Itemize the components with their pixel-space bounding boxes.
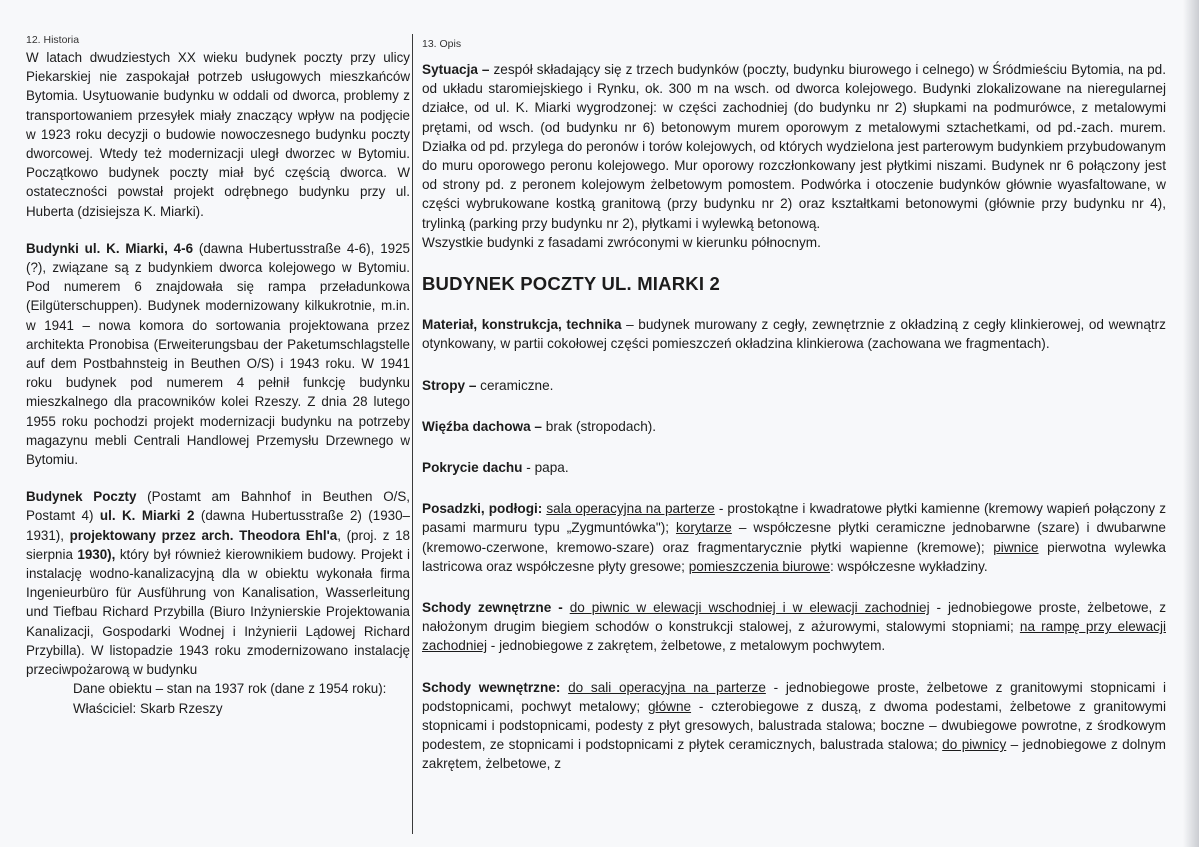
bold-phrase: Budynki ul. K. Miarki, 4-6: [26, 240, 194, 256]
history-paragraph-2: [26, 239, 410, 469]
roofing-paragraph: [422, 458, 1166, 477]
text-run: pierwotna wylewka lastricowa oraz współczesne płyty gresowe;: [422, 539, 1166, 574]
text-run: (Postamt am Bahnhof in Beuthen O/S, Postamt 4): [26, 489, 410, 524]
text-run: który był również kierownikiem budowy. Projekt i instalację wodno-kanalizacyjną dla w obiektu wykonała firma Ingenieurbüro für Ausführung von Kanalisation, Wasserleitung und Tiefbau Richard Przybilla (Biuro Inżynierskie Projektowania Kanalizacji, Gospodarki Wodnej i Inżynierii Lądowej Richard Przybilla). W listopadzie 1943 roku zmodernizowano instalację przeciwpożarową w budynku: [26, 546, 410, 678]
bold-phrase: Więźba dachowa –: [422, 418, 542, 434]
underlined-phrase: korytarze: [675, 520, 732, 536]
text-run: - czterobiegowe z duszą, z dwoma podestami, żelbetowe z granitowymi stopnicami i podstopnicami, podesty z płyt gresowych, balustrada stalowa; boczne – dwubiegowe powrotne, z środkowym podestem, ze stopnicami i podstopnicami z płytek ceramicznych, balustrada stalowa;: [422, 698, 1166, 753]
bold-phrase: Budynek Poczty: [26, 489, 137, 505]
bold-phrase: Posadzki, podłogi:: [422, 501, 543, 517]
underlined-phrase: piwnice: [993, 539, 1039, 555]
history-paragraph-3: [26, 487, 410, 679]
text-run: brak (stropodach).: [542, 418, 657, 434]
text-run: , (proj. z 18 sierpnia: [26, 527, 410, 562]
object-data-line: Dane obiektu – stan na 1937 rok (dane z 1954 roku):: [73, 681, 387, 697]
bold-phrase: Schody wewnętrzne:: [422, 679, 561, 695]
bold-phrase: Stropy –: [422, 377, 477, 393]
owner-line: Właściciel: Skarb Rzeszy: [73, 700, 223, 716]
bold-phrase: Sytuacja –: [422, 62, 490, 77]
description-text: [422, 60, 1166, 774]
bold-phrase: projektowany przez arch. Theodora Ehl'a: [69, 527, 338, 543]
text-run: (dawna Hubertusstraße 2) (1930–1931),: [26, 508, 411, 543]
text-run: (dawna Hubertusstraße 4-6), 1925 (?), związane są z budynkiem dworca kolejowego w Bytomiu. Pod numerem 6 znajdowała się rampa przeładunkowa (Eilgüterschuppen). Budynek modernizowany kilkukrotnie, m.in. w 1941 – nowa komora do sortowania projektowana przez architekta Pronobisa (Erweiterungsbau der Paketumschlagstelle auf dem Postbahnsteig in Beuthen O/S) i 1943 roku. W 1941 roku budynek pod numerem 4 pełnił funkcję budynku mieszkalnego dla pracowników kolei Rzeszy. Z dnia 28 lutego 1955 roku pochodzi projekt modernizacji budynku na potrzeby magazynu mebli Centrali Handlowej Przemysłu Drzewnego w Bytomiu.: [26, 240, 410, 468]
text-run: zespół składający się z trzech budynków (poczty, budynku biurowego i celnego) w Śródmieściu Bytomia, na pd. od układu staromiejskiego i Rynku, ok. 300 m na wsch. od dworca kolejowego. Budynki zlokalizowane na nieregularnej działce, od ul. K. Miarki wygrodzonej: w części zachodniej (do budynku nr 2) słupkami na podmurówce, z metalowymi prętami, od wsch. (od budynku nr 6) betonowym murem oporowym z metalowymi sztachetkami, od pd.-zach. murem. Działka od pd. przylega do peronów i torów kolejowych, od których wydzielona jest parterowym budynkiem przybudowanym do muru oporowego peronu kolejowego. Mur oporowy rozczłonkowany jest płytkimi niszami. Budynek nr 6 połączony jest od strony pd. z peronem kolejowym żelbetowym pomostem. Podwórka i otoczenie budynków głównie wyasfaltowane, w części wybrukowane kostką granitową (przy budynku nr 2) oraz kształtkami betonowymi (głównie przy budynku nr 4), trylinką (parking przy budynku nr 2), płytkami i wylewką betonową.: [422, 62, 1166, 231]
text-run: – budynek murowany z cegły, zewnętrznie z okładziną z cegły klinkierowej, od wewnątrz otynkowany, w partii cokołowej części pomieszczeń okładzina klinkierowa (zachowana we fragmentach).: [422, 317, 1166, 352]
external-stairs-paragraph: [422, 598, 1166, 656]
section-label-history: 12. Historia: [26, 34, 80, 46]
text-run: - jednobiegowe proste, żelbetowe z granitowymi stopnicami i podstopnicami, pochwyt metalowy;: [422, 679, 1166, 714]
text-run: - jednobiegowe proste, żelbetowe, z nałożonym drugim biegiem schodów o konstrukcji stalowej, z ażurowymi, stalowymi stopniami;: [422, 600, 1167, 635]
internal-stairs-paragraph: [422, 678, 1166, 774]
material-paragraph: [422, 315, 1166, 353]
text-run: : współczesne wykładziny.: [830, 558, 988, 574]
text-run: - papa.: [522, 460, 569, 476]
history-text: [26, 48, 410, 718]
history-paragraph-1: W latach dwudziestych XX wieku budynek poczty przy ulicy Piekarskiej nie zaspokajał potrzeb usługowych mieszkańców Bytomia. Usytuowanie budynku w oddali od dworca, problemy z transportowaniem przesyłek miały znaczący wpływ na podjęcie w 1923 roku decyzji o budowie nowoczesnego budynku poczty dworcowej. Wtedy też modernizacji uległ dworzec w Bytomiu. Początkowo budynek poczty miał być częścią dworca. W ostateczności powstał projekt odrębnego budynku przy ul. Huberta (dzisiejsza K. Miarki).: [26, 50, 410, 219]
underlined-phrase: sala operacyjna na parterze: [546, 501, 715, 517]
roof-truss-paragraph: [422, 417, 1166, 436]
text-run: - prostokątne i kwadratowe płytki kamienne (kremowy wapień połączony z pasami marmuru typu „Zygmuntówka");: [422, 501, 1166, 536]
text-run: – jednobiegowe z dolnym zakrętem, żelbetowe, z: [422, 737, 1166, 772]
bold-phrase: Schody zewnętrzne -: [422, 600, 563, 616]
building-heading: BUDYNEK POCZTY UL. MIARKI 2: [422, 273, 720, 295]
text-run: - jednobiegowe z zakrętem, żelbetowe, z metalowym pochwytem.: [487, 638, 886, 654]
ceilings-paragraph: [422, 376, 1166, 395]
page-edge-shadow: [1183, 0, 1199, 847]
floors-paragraph: [422, 499, 1166, 576]
bold-phrase: Materiał, konstrukcja, technika: [422, 317, 622, 333]
situation-paragraph: [422, 60, 1166, 233]
bold-phrase: ul. K. Miarki 2: [99, 508, 195, 524]
underlined-phrase: do sali operacyjna na parterze: [568, 679, 766, 695]
underlined-phrase: na rampę przy elewacji zachodniej: [422, 619, 1166, 654]
section-label-description: 13. Opis: [422, 38, 462, 50]
bold-phrase: 1930),: [77, 546, 116, 562]
underlined-phrase: główne: [647, 698, 692, 714]
bold-phrase: Pokrycie dachu: [422, 460, 523, 476]
underlined-phrase: do piwnicy: [942, 737, 1007, 753]
text-run: ceramiczne.: [476, 377, 554, 393]
underlined-phrase: do piwnic w elewacji wschodniej i w elewacji zachodniej: [569, 600, 930, 616]
underlined-phrase: pomieszczenia biurowe: [688, 558, 830, 574]
situation-orientation: Wszystkie budynki z fasadami zwróconymi w kierunku północnym.: [422, 234, 821, 250]
text-run: – współczesne płytki ceramiczne jednobarwne (szare) i dwubarwne (kremowo-czerwone, kremowo-szare) oraz fragmentarycznie płytki wapienne (kremowe);: [422, 520, 1166, 555]
column-divider: [412, 34, 413, 834]
